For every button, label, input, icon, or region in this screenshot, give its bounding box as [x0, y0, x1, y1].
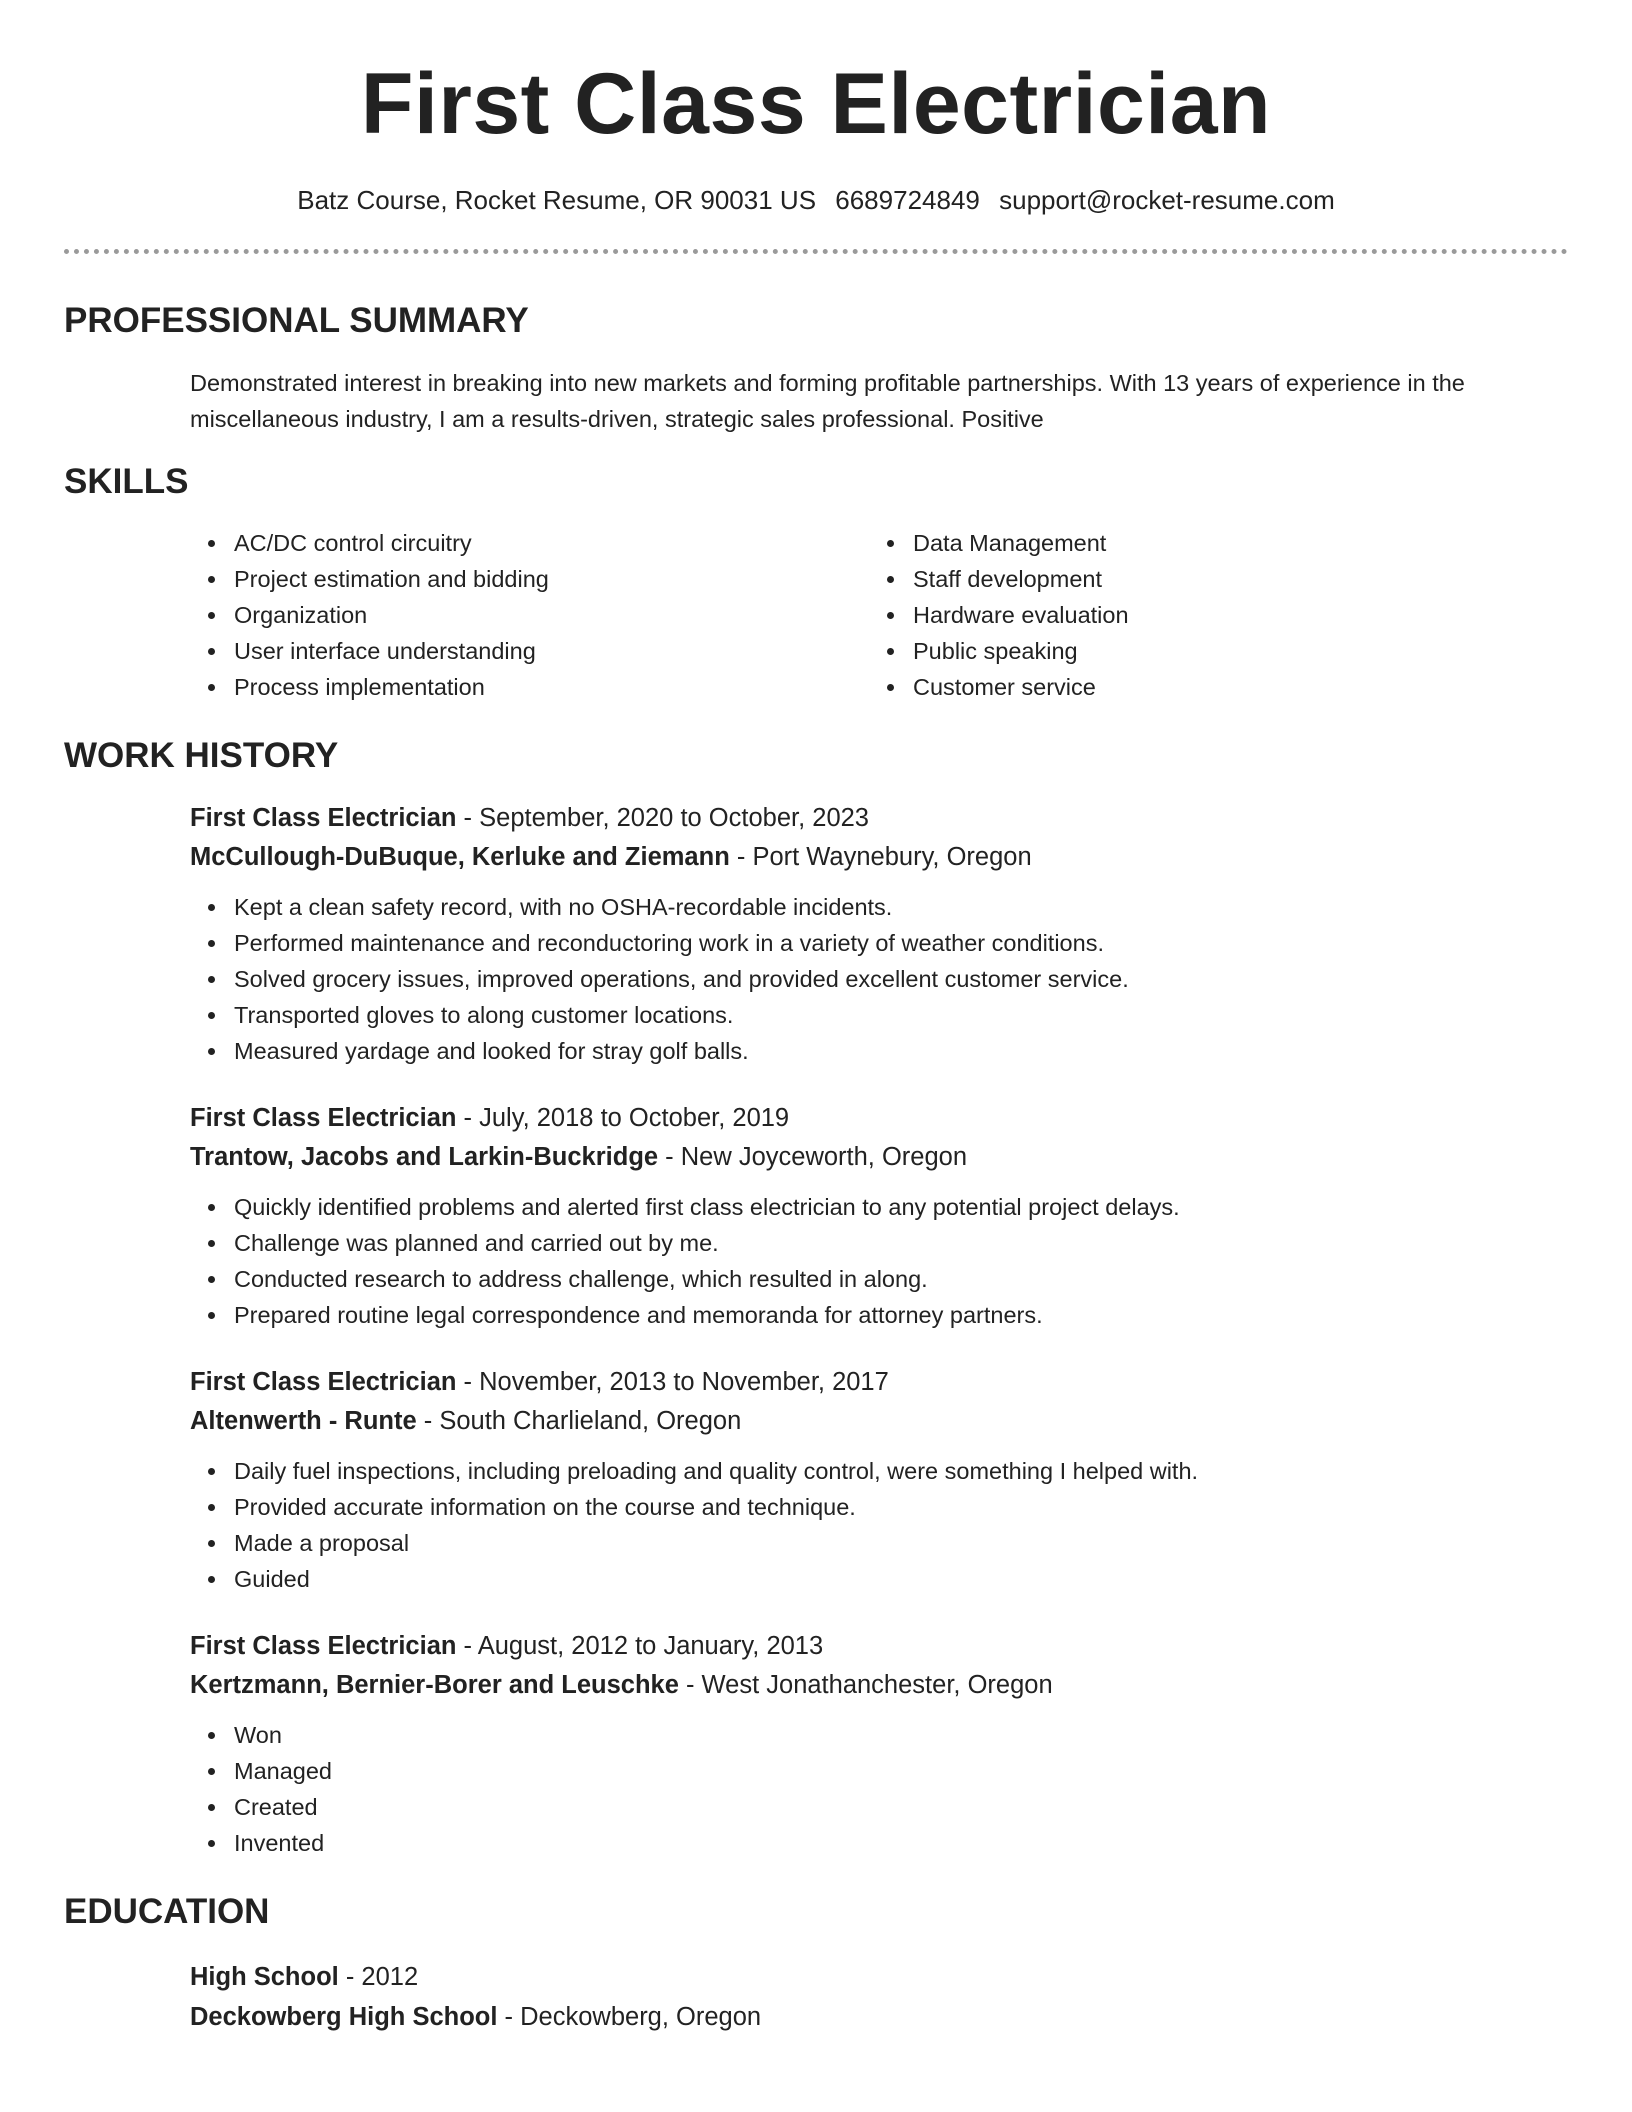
job-company-line	[190, 1401, 1568, 1441]
skill-item: AC/DC control circuitry	[190, 525, 869, 561]
skill-item: Organization	[190, 597, 869, 633]
job-bullets	[190, 1453, 1568, 1597]
job-bullet: Prepared routine legal correspondence and memoranda for attorney partners.	[190, 1297, 1568, 1333]
resume-page	[64, 0, 1568, 2037]
header-divider	[64, 249, 1568, 254]
job-location: - Port Waynebury, Oregon	[729, 843, 1032, 871]
resume-name: First Class Electrician	[360, 56, 1272, 152]
job-dates: - July, 2018 to October, 2019	[456, 1104, 790, 1132]
education-year: - 2012	[338, 1963, 419, 1991]
job-bullet: Won	[190, 1717, 1568, 1753]
work-history-heading: WORK HISTORY	[64, 736, 339, 775]
education-school: Deckowberg High School	[190, 2003, 498, 2031]
job-entry	[190, 1099, 1568, 1333]
education-heading: EDUCATION	[64, 1892, 270, 1931]
skills-list-right	[869, 525, 1548, 705]
skill-item: Customer service	[869, 669, 1548, 705]
job-location: - West Jonathanchester, Oregon	[678, 1671, 1053, 1699]
job-company-line	[190, 1137, 1568, 1177]
contact-email: support@rocket-resume.com	[999, 185, 1335, 215]
job-bullet: Conducted research to address challenge, which resulted in along.	[190, 1261, 1568, 1297]
job-bullet: Challenge was planned and carried out by me.	[190, 1225, 1568, 1261]
job-bullet: Quickly identified problems and alerted first class electrician to any potential project delays.	[190, 1189, 1568, 1225]
job-entry	[190, 799, 1568, 1069]
job-title-line	[190, 1099, 1568, 1137]
education-section	[64, 1891, 1568, 2037]
job-bullet: Invented	[190, 1825, 1568, 1861]
job-role: First Class Electrician	[190, 1104, 457, 1132]
job-bullets	[190, 1189, 1568, 1333]
job-bullet: Kept a clean safety record, with no OSHA-recordable incidents.	[190, 889, 1568, 925]
contact-phone: 6689724849	[835, 185, 980, 215]
job-dates: - November, 2013 to November, 2017	[456, 1368, 889, 1396]
skill-item: Data Management	[869, 525, 1548, 561]
job-title-line	[190, 799, 1568, 837]
job-bullet: Provided accurate information on the course and technique.	[190, 1489, 1568, 1525]
job-bullet: Measured yardage and looked for stray golf balls.	[190, 1033, 1568, 1069]
job-dates: - September, 2020 to October, 2023	[456, 804, 869, 832]
job-entry	[190, 1627, 1568, 1861]
job-entry	[190, 1363, 1568, 1597]
education-degree-line	[190, 1957, 1568, 1997]
job-company-line	[190, 1665, 1568, 1705]
job-bullet: Guided	[190, 1561, 1568, 1597]
summary-text: Demonstrated interest in breaking into new markets and forming profitable partnerships. With 13 years of experience in the miscellaneous industry, I am a results-driven, strategic sales professional. Positive	[190, 370, 1465, 432]
summary-section	[64, 300, 1568, 437]
job-bullet: Created	[190, 1789, 1568, 1825]
skill-item: Process implementation	[190, 669, 869, 705]
skills-heading: SKILLS	[64, 462, 189, 501]
contact-address: Batz Course, Rocket Resume, OR 90031 US	[297, 185, 817, 215]
job-company: Kertzmann, Bernier-Borer and Leuschke	[190, 1671, 679, 1699]
job-location: - South Charlieland, Oregon	[416, 1407, 742, 1435]
job-company: Trantow, Jacobs and Larkin-Buckridge	[190, 1143, 659, 1171]
job-role: First Class Electrician	[190, 1368, 457, 1396]
skill-item: User interface understanding	[190, 633, 869, 669]
skill-item: Staff development	[869, 561, 1548, 597]
education-location: - Deckowberg, Oregon	[497, 2003, 762, 2031]
education-school-line	[190, 1997, 1568, 2037]
job-title-line	[190, 1627, 1568, 1665]
job-company: McCullough-DuBuque, Kerluke and Ziemann	[190, 843, 730, 871]
job-company-line	[190, 837, 1568, 877]
job-bullet: Performed maintenance and reconductoring work in a variety of weather conditions.	[190, 925, 1568, 961]
summary-heading: PROFESSIONAL SUMMARY	[64, 301, 529, 340]
job-role: First Class Electrician	[190, 1632, 457, 1660]
job-bullet: Daily fuel inspections, including preloading and quality control, were something I helped with.	[190, 1453, 1568, 1489]
job-bullet: Managed	[190, 1753, 1568, 1789]
skills-columns	[190, 525, 1568, 705]
skill-item: Hardware evaluation	[869, 597, 1548, 633]
job-bullet: Transported gloves to along customer locations.	[190, 997, 1568, 1033]
job-title-line	[190, 1363, 1568, 1401]
job-company: Altenwerth - Runte	[190, 1407, 417, 1435]
job-bullets	[190, 1717, 1568, 1861]
job-bullet: Solved grocery issues, improved operations, and provided excellent customer service.	[190, 961, 1568, 997]
job-bullet: Made a proposal	[190, 1525, 1568, 1561]
skill-item: Public speaking	[869, 633, 1548, 669]
skills-section	[64, 461, 1568, 705]
skill-item: Project estimation and bidding	[190, 561, 869, 597]
job-role: First Class Electrician	[190, 804, 457, 832]
education-entry	[190, 1957, 1568, 2037]
job-location: - New Joyceworth, Oregon	[658, 1143, 968, 1171]
job-bullets	[190, 889, 1568, 1069]
contact-line	[64, 183, 1568, 217]
work-history-section	[64, 735, 1568, 1861]
job-dates: - August, 2012 to January, 2013	[456, 1632, 824, 1660]
skills-list-left	[190, 525, 869, 705]
education-degree: High School	[190, 1963, 339, 1991]
